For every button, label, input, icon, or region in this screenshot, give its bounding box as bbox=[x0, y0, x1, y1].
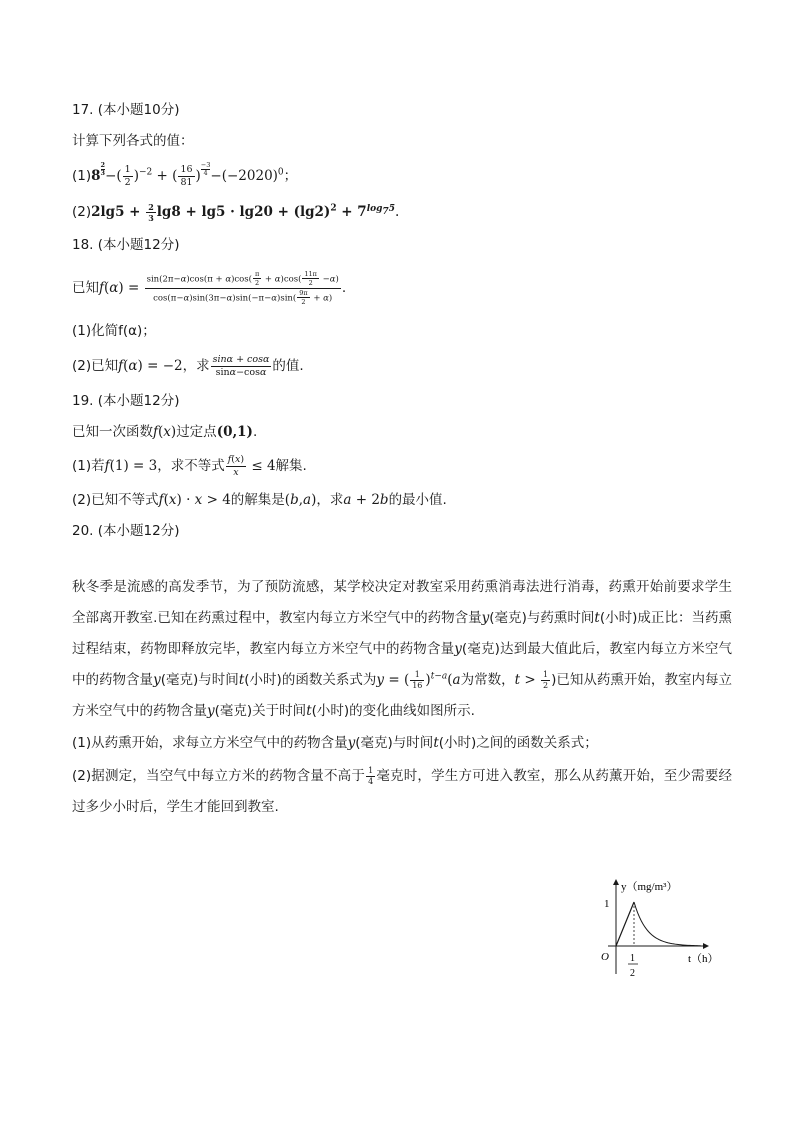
q20-body: 秋冬季是流感的高发季节，为了预防流感，某学校决定对教室采用药熏消毒法进行消毒，药熏开始前要求学生全部离开教室.已知在药熏过程中，教室内每立方米空气中的药物含量y(毫克)与药熏时间t(小时)成正比：当药熏过程结束，药物即释放完毕，教室内每立方米空气中的药物含量y(毫克)达到最大值此后，教室内每立方米空气中的药物含量y(毫克)与时间t(小时)的函数关系式为y = ( $\frac{1}{16}$ )$^{t-a}$(a为常数，t > $\frac{1}{2}$ )已知从药熏开始，教室内每立方米空气中的药物含量y(毫克)关于时间t(小时)的变化曲线如图所示. bbox=[72, 579, 732, 719]
q18-part1-text: 化简f(α)； bbox=[91, 323, 156, 339]
q20-s9: (毫克)关于时间 bbox=[214, 703, 307, 719]
q17-part1: (1)8 $\frac{2}{3}$ −( $\frac{1}{2}$ )$^{-2}$ + ( $\frac{16}{81}$ ) $\frac{-3}{4}$ $-(-2020)^0$； bbox=[72, 161, 298, 188]
q20-s5: (毫克)与时间 bbox=[160, 672, 239, 688]
q17-part2-label: (2) bbox=[72, 204, 92, 220]
q20-s3: (小时)成正比：当药熏过程结束，药物即释放完毕，教室内每立方米空气中的药物含量 bbox=[72, 610, 732, 657]
q19-part2-a: 已知不等式 bbox=[91, 492, 159, 508]
q20-s1: 秋冬季是流感的高发季节，为了预防流感，某学校决定对教室采用药熏消毒法进行消毒，药熏开始前要求学生全部离开教室.已知在药熏过程中，教室内每立方米空气中的药物含量 bbox=[72, 579, 732, 626]
q19-given: 已知一次函数f(x)过定点(0,1). bbox=[72, 424, 258, 440]
q18-part1-label: (1) bbox=[72, 323, 92, 339]
q19-part2-c: ，求 bbox=[316, 492, 344, 508]
exam-page bbox=[72, 100, 732, 823]
q19-part2: (2)已知不等式f(x) · x > 4的解集是(b,a)，求a + 2b的最小值. bbox=[72, 492, 447, 508]
origin-label: O bbox=[601, 951, 609, 963]
decay-curve bbox=[634, 902, 701, 946]
q20-part1: (1)从药熏开始，求每立方米空气中的药物含量y(毫克)与时间t(小时)之间的函数关系式； bbox=[72, 735, 598, 751]
q19-given-b: 过定点 bbox=[176, 424, 217, 440]
x-tick-den: 2 bbox=[630, 968, 635, 979]
q17-prompt: 计算下列各式的值： bbox=[72, 133, 194, 149]
q20-s6: (小时)的函数关系式为 bbox=[244, 672, 377, 688]
q19-given-a: 已知一次函数 bbox=[72, 424, 153, 440]
q20-part2-b: 毫克时，学生方可进入教室，那么从药薰开始，至少需要经过多少小时后，学生才能回到教室. bbox=[72, 768, 733, 815]
q18-header: 18. (本小题12分) bbox=[72, 237, 180, 253]
q20-part1-c: (小时)之间的函数关系式； bbox=[438, 735, 598, 751]
q19-part2-d: 的最小值. bbox=[388, 492, 447, 508]
rising-segment bbox=[616, 902, 634, 946]
q20-part1-b: (毫克)与时间 bbox=[355, 735, 434, 751]
q17-part1-label: (1) bbox=[72, 168, 92, 184]
q20-s10: (小时)的变化曲线如图所示. bbox=[311, 703, 475, 719]
x-axis-label: t（h） bbox=[688, 953, 719, 965]
q19-part1-a: 若 bbox=[91, 458, 105, 474]
q18-given-prefix: 已知 bbox=[72, 280, 99, 296]
q18-part2-text-b: ，求 bbox=[182, 358, 210, 374]
drug-concentration-chart bbox=[588, 874, 728, 984]
q18-part2-text-c: 的值. bbox=[272, 358, 304, 374]
q20-part1-a: 从药熏开始，求每立方米空气中的药物含量 bbox=[91, 735, 348, 751]
q19-part2-b: 的解集是 bbox=[230, 492, 285, 508]
y-axis-label: y（mg/m³） bbox=[621, 881, 678, 893]
q20-part2-label: (2) bbox=[72, 768, 92, 784]
q19-part1-b: ，求不等式 bbox=[157, 458, 225, 474]
q19-part1: (1)若f(1) = 3，求不等式 $\frac{f(x)}{x}$ ≤ 4解集. bbox=[72, 454, 307, 478]
y-tick-label: 1 bbox=[604, 898, 610, 910]
q17-part2: (2)2lg5 + $\frac{2}{3}$ $\lg 8 + \lg 5 \cdot \lg 20 + (\lg 2)^2 + 7^{log_75}$. bbox=[72, 202, 400, 223]
q20-part2: (2)据测定，当空气中每立方米的药物含量不高于 $\frac{1}{4}$ 毫克时，学生方可进入教室，那么从药薰开始，至少需要经过多少小时后，学生才能回到教室. bbox=[72, 765, 733, 815]
q18-part2: (2)已知f(α) = −2，求 $\frac{\sin\alpha + \cos\alpha}{\sin\alpha-\cos\alpha}$ 的值. bbox=[72, 354, 304, 378]
q19-part1-c: 解集. bbox=[275, 458, 307, 474]
q18-part2-text-a: 已知 bbox=[91, 358, 119, 374]
q20-header: 20. (本小题12分) bbox=[72, 523, 180, 539]
q17-header: 17. (本小题10分) bbox=[72, 102, 180, 118]
q18-part1 bbox=[72, 321, 732, 341]
q20-part1-label: (1) bbox=[72, 735, 92, 751]
q19-part1-label: (1) bbox=[72, 458, 92, 474]
q20-s8: )已知从药熏开始，教室内每立方米空气中的药物含量 bbox=[72, 672, 732, 719]
q19-header: 19. (本小题12分) bbox=[72, 393, 180, 409]
x-tick-num: 1 bbox=[630, 953, 635, 964]
q18-given: 已知f(α) = sin(2π−α)cos(π + α)cos( $\frac{\pi}{2}$ + α)cos( $\frac{11\pi}{2}$ −α) cos(π−α)sin(3π−α)sin(−π−α)sin( $\frac{9\pi}{2}$ + α) . bbox=[72, 269, 347, 306]
q18-part2-label: (2) bbox=[72, 358, 92, 374]
q20-s4: (毫克)达到最大值此后，教室内每立方米空气中的药物含量 bbox=[72, 641, 732, 688]
q20-part2-a: 据测定，当空气中每立方米的药物含量不高于 bbox=[91, 768, 366, 784]
q20-s2: (毫克)与药熏时间 bbox=[489, 610, 595, 626]
q20-s7: 为常数， bbox=[460, 672, 515, 688]
q19-part2-label: (2) bbox=[72, 492, 92, 508]
